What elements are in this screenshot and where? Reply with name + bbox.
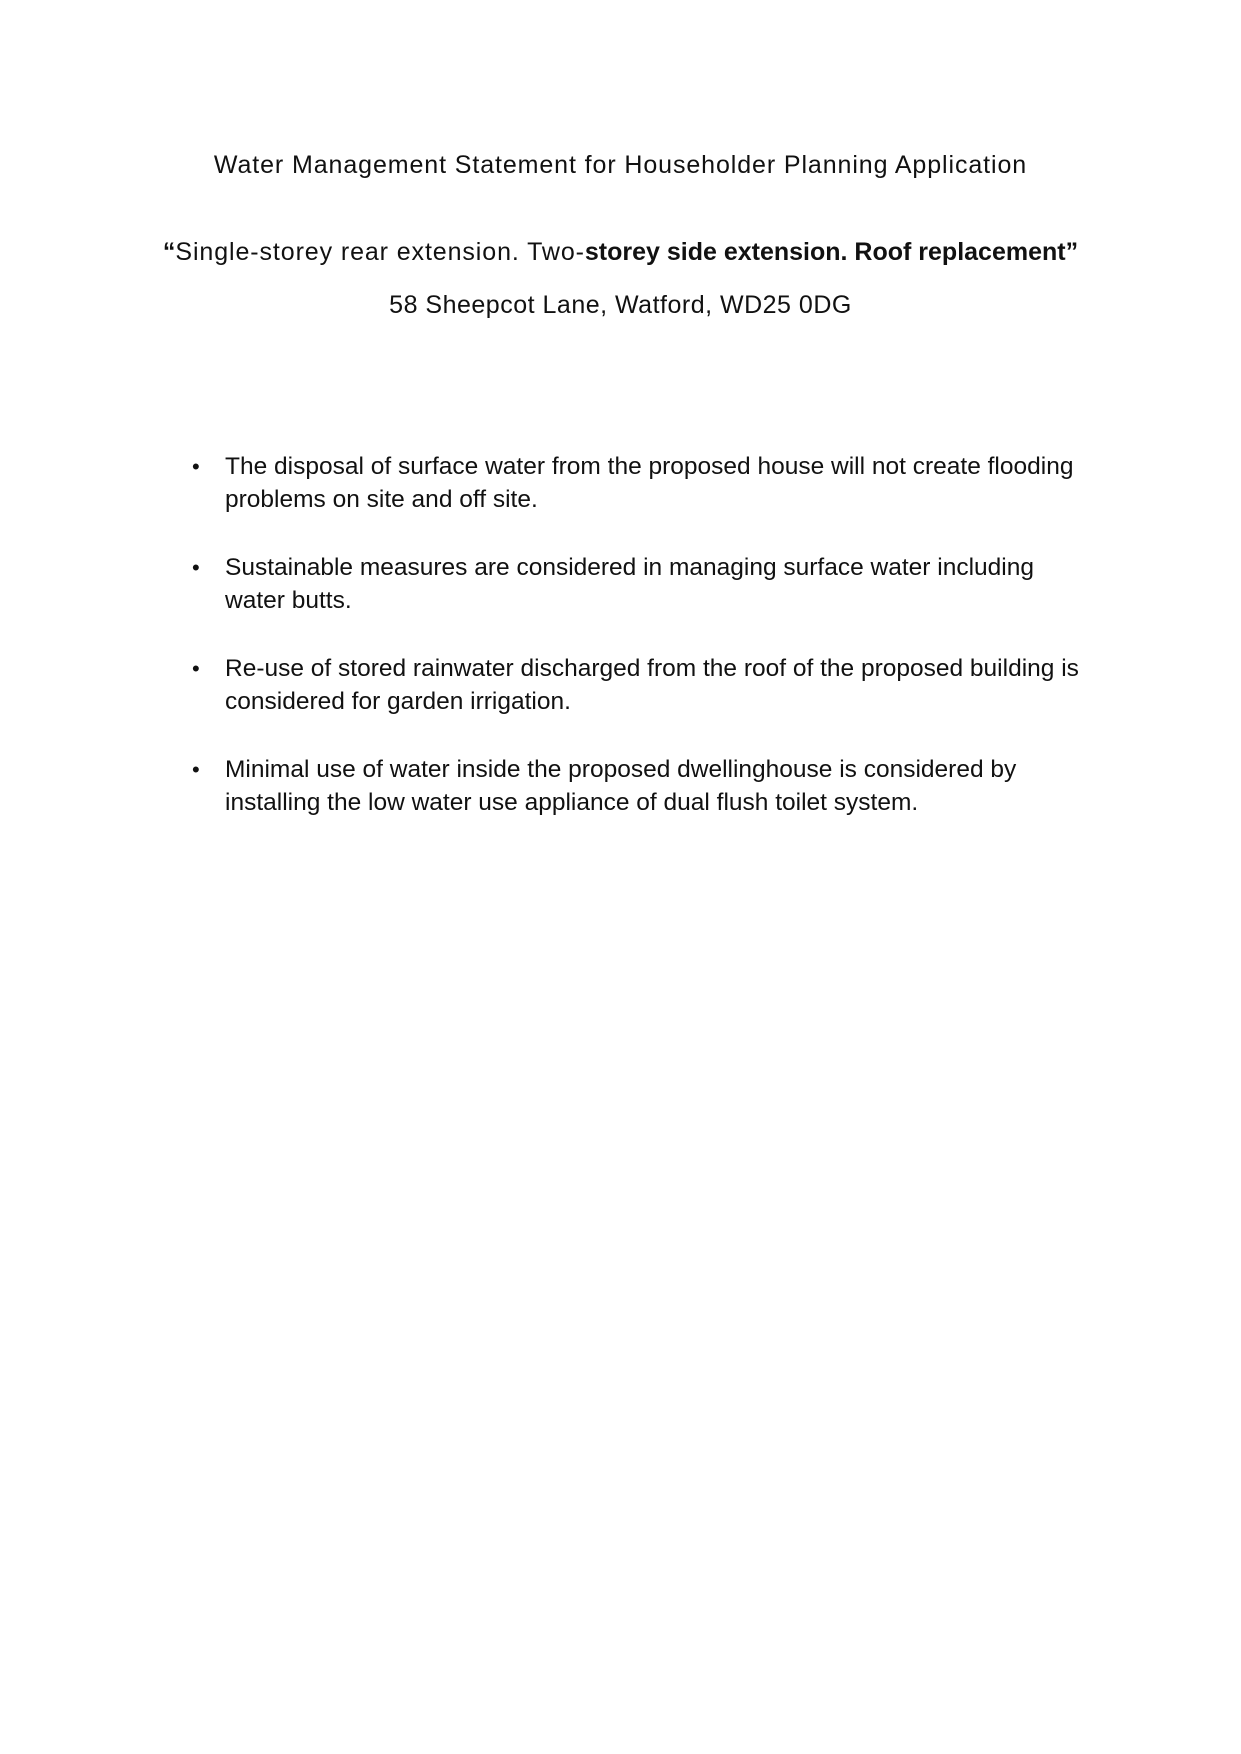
list-item	[187, 753, 1087, 819]
list-item-text: Minimal use of water inside the proposed dwellinghouse is considered by installing the low water use appliance of dual flush toilet system.	[225, 756, 1017, 816]
opening-quote: “	[162, 238, 176, 266]
list-item	[187, 652, 1087, 718]
project-description-bold: storey side extension. Roof replacement”	[584, 238, 1079, 266]
bullet-icon: •	[192, 555, 200, 580]
list-item-text: Sustainable measures are considered in managing surface water including water butts.	[225, 554, 1034, 614]
list-item	[187, 450, 1087, 516]
list-item	[187, 551, 1087, 617]
project-description	[0, 235, 1241, 269]
site-address: 58 Sheepcot Lane, Watford, WD25 0DG	[389, 291, 852, 319]
list-item-text: The disposal of surface water from the proposed house will not create flooding problems on site and off site.	[225, 453, 1074, 513]
project-description-regular: Single-storey rear extension. Two-	[175, 238, 585, 266]
statement-list	[187, 450, 1087, 854]
document-title: Water Management Statement for Householder Planning Application	[213, 151, 1028, 179]
bullet-icon: •	[192, 454, 200, 479]
bullet-icon: •	[192, 656, 200, 681]
list-item-text: Re-use of stored rainwater discharged from the roof of the proposed building is considered for garden irrigation.	[225, 655, 1079, 715]
bullet-icon: •	[192, 757, 200, 782]
